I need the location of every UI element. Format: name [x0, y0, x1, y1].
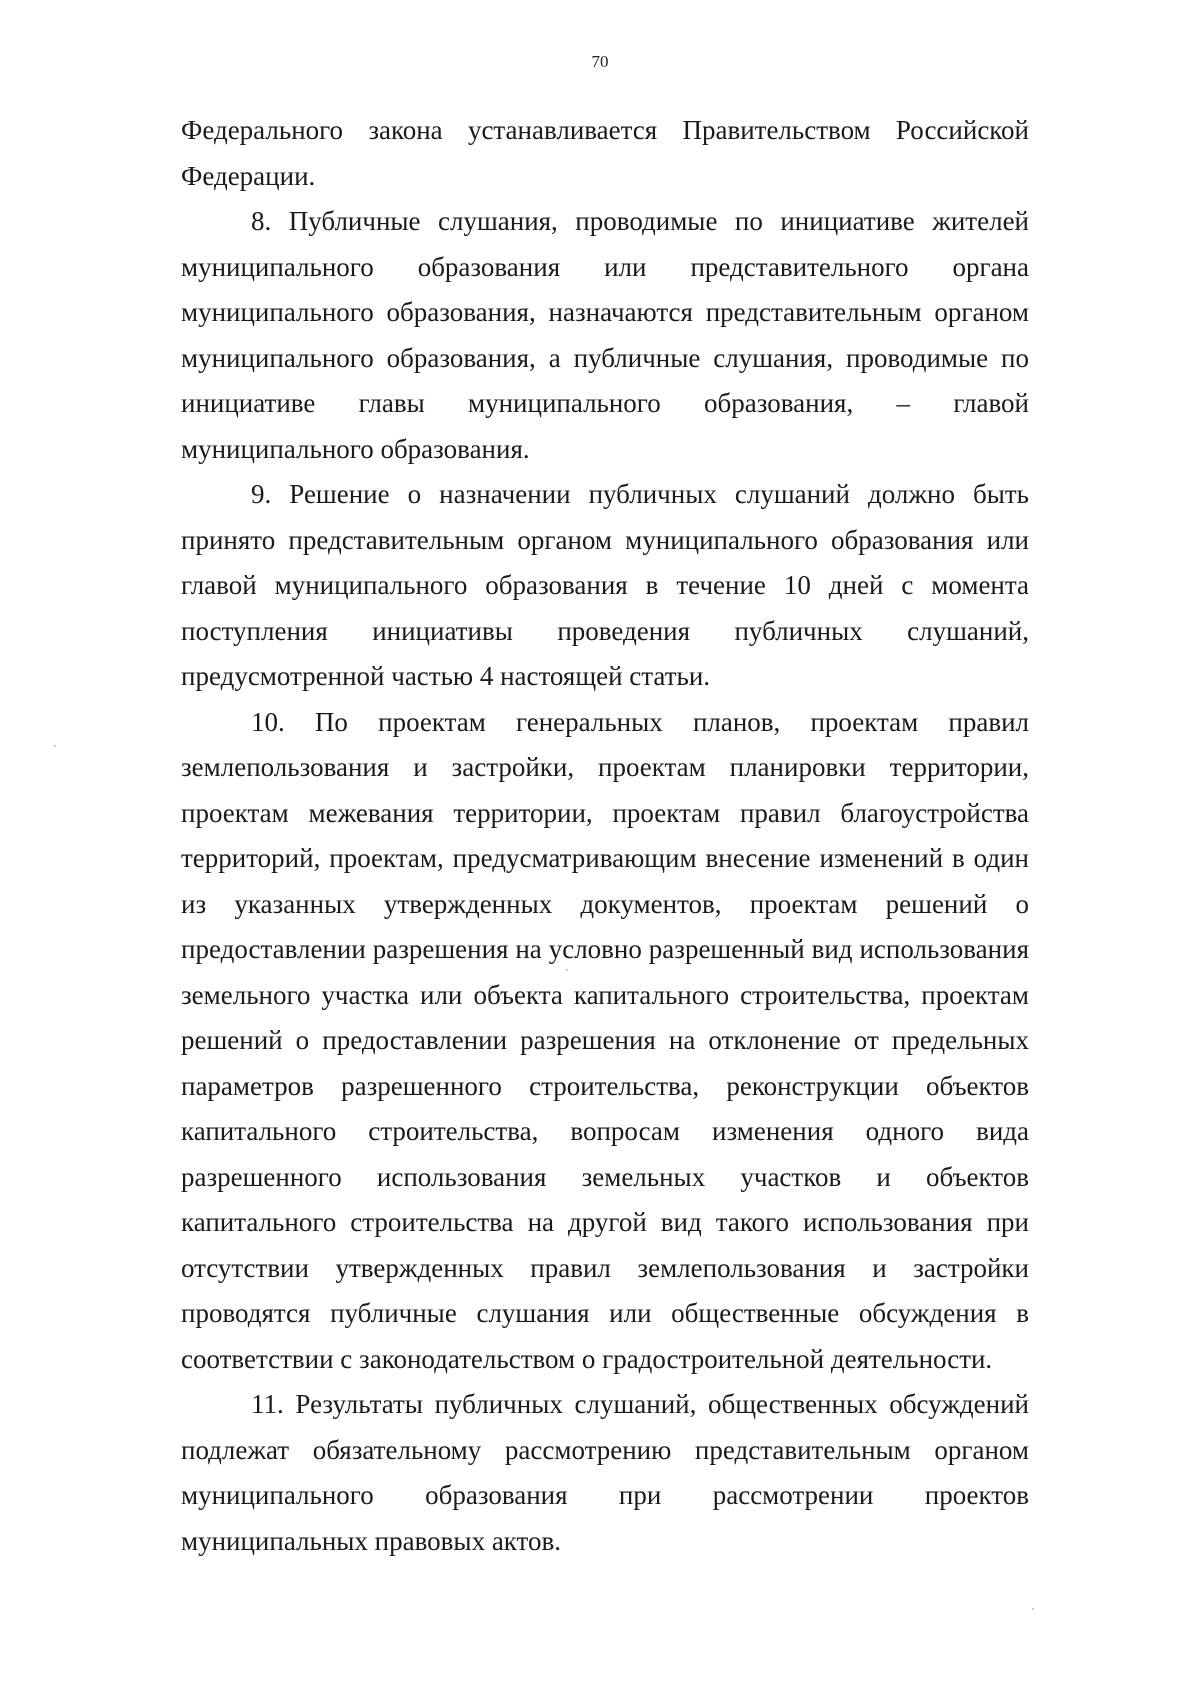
document-body: [181, 108, 1029, 1564]
paragraph-10: 10. По проектам генеральных планов, проектам правил землепользования и застройки, проектам планировки территории, проектам межевания территории, проектам правил благоустройства территорий, проектам, предусматривающим внесение изменений в один из указанных утвержденных документов, проектам решений о предоставлении разрешения на условно разрешенный вид использования земельного участка или объекта капитального строительства, проектам решений о предоставлении разрешения на отклонение от предельных параметров разрешенного строительства, реконструкции объектов капитального строительства, вопросам изменения одного вида разрешенного использования земельных участков и объектов капитального строительства на другой вид такого использования при отсутствии утвержденных правил землепользования и застройки проводятся публичные слушания или общественные обсуждения в соответствии с законодательством о градостроительной деятельности.: [181, 706, 1029, 1374]
scan-speck: [1032, 1608, 1034, 1610]
paragraph-11: 11. Результаты публичных слушаний, общественных обсуждений подлежат обязательному рассмотрению представительным органом муниципального образования при рассмотрении проектов муниципальных правовых актов.: [181, 1389, 1029, 1556]
page-number: 70: [591, 52, 609, 71]
scan-speck: [54, 745, 56, 747]
scan-speck: [566, 969, 568, 971]
paragraph-9: 9. Решение о назначении публичных слушаний должно быть принято представительным органом муниципального образования или главой муниципального образования в течение 10 дней с момента поступления инициативы проведения публичных слушаний, предусмотренной частью 4 настоящей статьи.: [181, 479, 1029, 691]
paragraph-continuation: Федерального закона устанавливается Правительством Российской Федерации.: [181, 115, 1029, 191]
paragraph-8: 8. Публичные слушания, проводимые по инициативе жителей муниципального образования или представительного органа муниципального образования, назначаются представительным органом муниципального образования, а публичные слушания, проводимые по инициативе главы муниципального образования, – главой муниципального образования.: [181, 206, 1029, 464]
